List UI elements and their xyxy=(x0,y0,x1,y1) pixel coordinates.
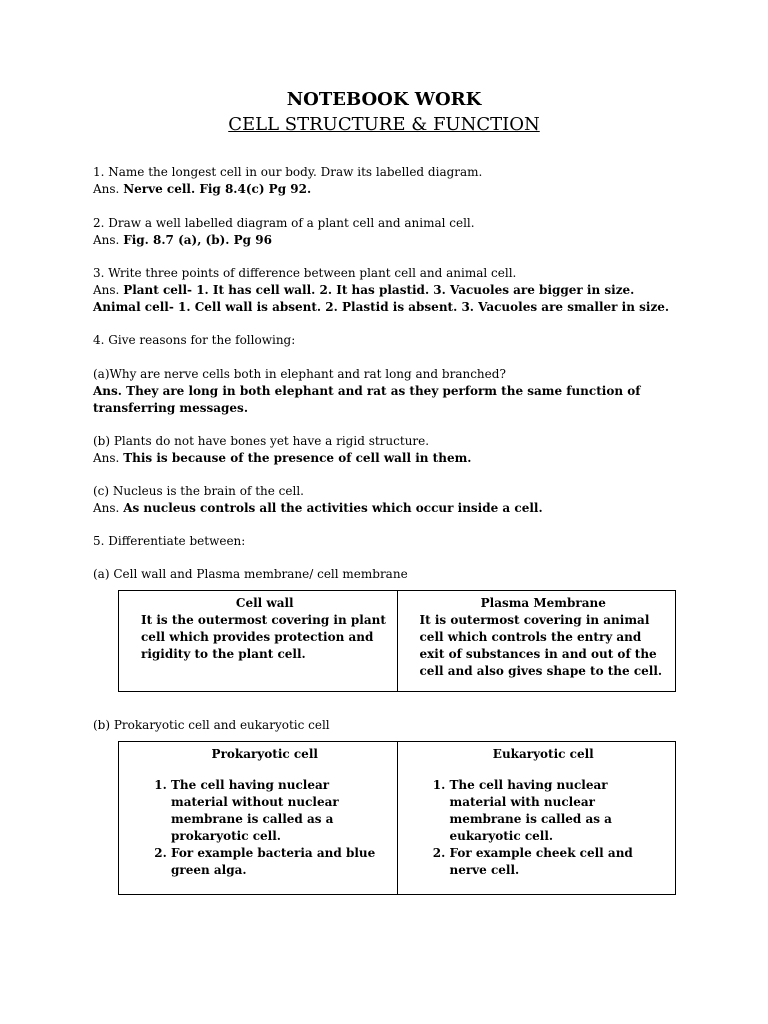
answer-4a-line2: transferring messages. xyxy=(93,401,248,415)
page-subtitle: CELL STRUCTURE & FUNCTION xyxy=(228,114,540,135)
question-5: 5. Differentiate between: xyxy=(93,534,246,548)
plasma-membrane-description: It is outermost covering in animal cell which controls the entry and exit of substances in and out of the cell and also gives shape to the cell. xyxy=(419,613,663,678)
list-item: 2. For example bacteria and blue green alga. xyxy=(171,845,389,879)
question-1: 1. Name the longest cell in our body. Draw its labelled diagram. xyxy=(93,165,483,179)
answer-4c: Ans. As nucleus controls all the activities which occur inside a cell. xyxy=(93,501,543,515)
plasma-membrane-column xyxy=(397,591,676,692)
eukaryotic-heading: Eukaryotic cell xyxy=(492,747,594,761)
plasma-membrane-heading: Plasma Membrane xyxy=(480,596,606,610)
prokaryotic-list xyxy=(141,777,389,879)
eukaryotic-list xyxy=(420,777,668,879)
eukaryotic-column xyxy=(397,742,676,895)
question-3: 3. Write three points of difference between plant cell and animal cell. xyxy=(93,266,517,280)
question-4b: (b) Plants do not have bones yet have a rigid structure. xyxy=(93,434,430,448)
list-item: 2. For example cheek cell and nerve cell. xyxy=(450,845,668,879)
answer-2: Ans. Fig. 8.7 (a), (b). Pg 96 xyxy=(93,233,272,247)
question-2: 2. Draw a well labelled diagram of a plant cell and animal cell. xyxy=(93,216,475,230)
answer-3-plant: Ans. Plant cell- 1. It has cell wall. 2. It has plastid. 3. Vacuoles are bigger in size. xyxy=(93,283,635,297)
answer-1: Ans. Nerve cell. Fig 8.4(c) Pg 92. xyxy=(93,182,312,196)
comparison-table-a xyxy=(118,590,676,692)
prokaryotic-heading: Prokaryotic cell xyxy=(211,747,318,761)
answer-4a-line1: Ans. They are long in both elephant and rat as they perform the same function of xyxy=(93,384,641,398)
question-4: 4. Give reasons for the following: xyxy=(93,333,296,347)
cell-wall-description: It is the outermost covering in plant cell which provides protection and rigidity to the plant cell. xyxy=(141,613,386,661)
comparison-table-b xyxy=(118,741,676,895)
cell-wall-heading: Cell wall xyxy=(235,596,294,610)
list-item: 1. The cell having nuclear material without nuclear membrane is called as a prokaryotic cell. xyxy=(171,777,389,845)
question-5a-label: (a) Cell wall and Plasma membrane/ cell membrane xyxy=(93,567,408,581)
answer-3-animal: Animal cell- 1. Cell wall is absent. 2. Plastid is absent. 3. Vacuoles are smaller in size. xyxy=(93,300,670,314)
list-item: 1. The cell having nuclear material with nuclear membrane is called as a eukaryotic cell. xyxy=(450,777,668,845)
cell-wall-column xyxy=(119,591,398,692)
prokaryotic-column xyxy=(119,742,398,895)
question-4c: (c) Nucleus is the brain of the cell. xyxy=(93,484,304,498)
question-5b-label: (b) Prokaryotic cell and eukaryotic cell xyxy=(93,718,330,732)
question-4a: (a)Why are nerve cells both in elephant and rat long and branched? xyxy=(93,367,506,381)
page-title: NOTEBOOK WORK xyxy=(286,89,482,110)
answer-4b: Ans. This is because of the presence of cell wall in them. xyxy=(93,451,472,465)
